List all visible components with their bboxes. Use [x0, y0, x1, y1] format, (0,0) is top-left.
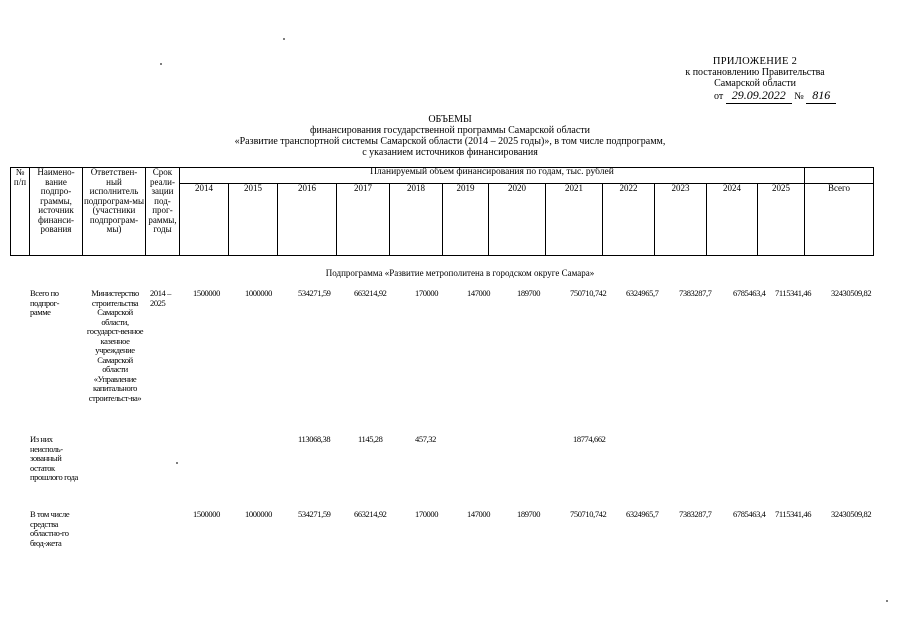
header-year: 2025 [758, 184, 805, 256]
row-value: 534271,59 [298, 288, 331, 298]
row-value: 7383287,7 [679, 288, 712, 298]
row-value: 7383287,7 [679, 509, 712, 519]
title-line-2: финансирования государственной программы Самарской области [309, 125, 590, 136]
appendix-block [655, 56, 855, 89]
appendix-label: ПРИЛОЖЕНИЕ 2 [712, 56, 798, 67]
header-year: 2019 [443, 184, 489, 256]
header-total: Всего [805, 184, 874, 256]
row-value: 18774,662 [573, 434, 606, 444]
row-value: 7115341,46 [775, 509, 812, 519]
row-total: 32430509,82 [831, 288, 872, 298]
row-term: 2014 – 2025 [150, 288, 171, 308]
decree-date: 29.09.2022 [726, 88, 792, 104]
row-value: 113068,38 [298, 434, 331, 444]
row-value: 6324965,7 [626, 288, 659, 298]
scan-speck [176, 462, 178, 464]
row-name: Всего по подпрог-рамме [30, 288, 60, 317]
row-value: 170000 [415, 288, 439, 298]
row-value: 189700 [517, 288, 541, 298]
subprogram-title: Подпрограмма «Развитие метрополитена в городском округе Самара» [325, 268, 595, 278]
row-value: 750710,742 [570, 288, 607, 298]
from-label: от [714, 91, 724, 102]
row-value: 750710,742 [570, 509, 607, 519]
header-year: 2018 [390, 184, 443, 256]
decree-signature-line [714, 88, 836, 104]
row-value: 534271,59 [298, 509, 331, 519]
header-year: 2023 [655, 184, 707, 256]
row-value: 1500000 [193, 288, 220, 298]
appendix-decree: к постановлению Правительства [685, 67, 825, 78]
title-line-4: с указанием источников финансирования [362, 147, 538, 158]
row-total: 32430509,82 [831, 509, 872, 519]
header-planned: Планируемый объем финансирования по годам, тыс. рублей [180, 168, 805, 184]
row-name: В том числе средства областно-го бюд-жета [30, 509, 70, 548]
header-year: 2016 [278, 184, 337, 256]
row-value: 1000000 [245, 509, 272, 519]
header-term: Срок реали-зации под-прог-раммы, годы [146, 168, 180, 256]
header-year: 2021 [546, 184, 603, 256]
appendix-region: Самарской области [714, 78, 796, 89]
title-line-3: «Развитие транспортной системы Самарской области (2014 – 2025 годы)», в том числе подпрограмм, [234, 136, 666, 147]
row-value: 6785463,4 [733, 288, 766, 298]
row-value: 1500000 [193, 509, 220, 519]
scan-speck [283, 38, 285, 40]
row-value: 170000 [415, 509, 439, 519]
row-value: 7115341,46 [775, 288, 812, 298]
header-year: 2014 [180, 184, 229, 256]
row-value: 457,32 [415, 434, 436, 444]
number-label: № [794, 91, 804, 102]
header-year: 2015 [229, 184, 278, 256]
header-name: Наимено-вание подпро-граммы, источник финанси-рования [30, 168, 83, 256]
row-value: 6324965,7 [626, 509, 659, 519]
row-value: 1145,28 [358, 434, 383, 444]
decree-number: 816 [806, 88, 836, 104]
row-value: 147000 [467, 509, 491, 519]
row-value: 663214,92 [354, 509, 387, 519]
scan-speck [886, 600, 888, 602]
header-year: 2024 [707, 184, 758, 256]
row-value: 147000 [467, 288, 491, 298]
header-num: № п/п [11, 168, 30, 256]
row-value: 663214,92 [354, 288, 387, 298]
header-year: 2017 [337, 184, 390, 256]
header-year: 2022 [603, 184, 655, 256]
row-executor: Министерство строительства Самарской области, государст-венное казенное учреждение Самарской области «Управление капитального строительст-ва» [86, 288, 144, 403]
header-table [10, 167, 874, 256]
row-value: 189700 [517, 509, 541, 519]
row-value: 1000000 [245, 288, 272, 298]
header-executor: Ответствен-ный исполнитель подпрограм-мы (участники подпрограм-мы) [83, 168, 146, 256]
title-line-1: ОБЪЕМЫ [428, 114, 472, 125]
header-year: 2020 [489, 184, 546, 256]
row-name: Из них неисполь-зованный остаток прошлого года [30, 434, 78, 482]
scan-speck [160, 63, 162, 65]
row-value: 6785463,4 [733, 509, 766, 519]
document-title [170, 114, 730, 158]
